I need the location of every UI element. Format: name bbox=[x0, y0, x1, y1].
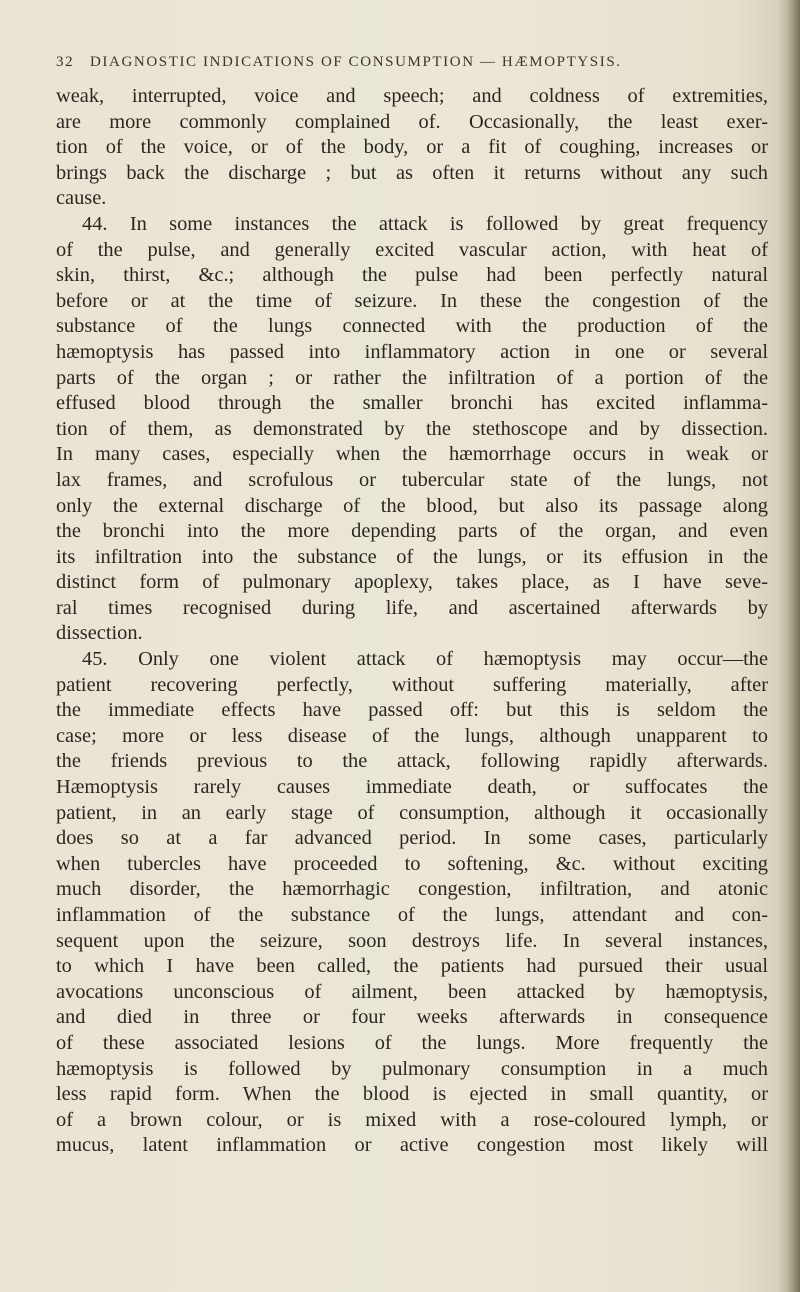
text-line: patient recovering perfectly, without suffering materially, after bbox=[56, 673, 768, 696]
text-line: of the pulse, and generally excited vascular action, with heat of bbox=[56, 238, 768, 261]
text-line: and died in three or four weeks afterwards in consequence bbox=[56, 1006, 768, 1029]
text-line: does so at a far advanced period. In some cases, particularly bbox=[56, 827, 768, 850]
text-line: parts of the organ ; or rather the infiltration of a portion of the bbox=[56, 366, 768, 389]
text-line: lax frames, and scrofulous or tubercular state of the lungs, not bbox=[56, 468, 768, 491]
text-line: avocations unconscious of ailment, been attacked by hæmoptysis, bbox=[56, 980, 768, 1003]
running-header bbox=[56, 54, 776, 71]
text-line: only the external discharge of the blood, but also its passage along bbox=[56, 494, 768, 517]
text-line: to which I have been called, the patients had pursued their usual bbox=[56, 955, 768, 978]
text-line: In many cases, especially when the hæmorrhage occurs in weak or bbox=[56, 443, 768, 466]
text-line: of a brown colour, or is mixed with a rose-coloured lymph, or bbox=[56, 1108, 768, 1131]
text-line: dissection. bbox=[56, 622, 143, 645]
page-number: 32 bbox=[56, 54, 75, 70]
text-line: substance of the lungs connected with the production of the bbox=[56, 315, 768, 338]
text-line: before or at the time of seizure. In these the congestion of the bbox=[56, 289, 768, 312]
text-line: much disorder, the hæmorrhagic congestion, infiltration, and atonic bbox=[56, 878, 768, 901]
text-line: distinct form of pulmonary apoplexy, takes place, as I have seve- bbox=[56, 571, 768, 594]
text-line: the bronchi into the more depending parts of the organ, and even bbox=[56, 520, 768, 543]
text-line: are more commonly complained of. Occasionally, the least exer- bbox=[56, 110, 768, 133]
text-line: of these associated lesions of the lungs. More frequently the bbox=[56, 1031, 768, 1054]
text-line: 45. Only one violent attack of hæmoptysis may occur—the bbox=[82, 648, 768, 671]
text-line: when tubercles have proceeded to softening, &c. without exciting bbox=[56, 852, 768, 875]
text-line: mucus, latent inflammation or active congestion most likely will bbox=[56, 1134, 768, 1157]
text-line: tion of the voice, or of the body, or a fit of coughing, increases or bbox=[56, 136, 768, 159]
running-title: DIAGNOSTIC INDICATIONS OF CONSUMPTION — HÆMOPTYSIS. bbox=[90, 54, 622, 70]
text-line: patient, in an early stage of consumption, although it occasionally bbox=[56, 801, 768, 824]
text-line: weak, interrupted, voice and speech; and coldness of extremities, bbox=[56, 85, 768, 107]
text-line: skin, thirst, &c.; although the pulse had been perfectly natural bbox=[56, 264, 768, 287]
text-line: inflammation of the substance of the lungs, attendant and con- bbox=[56, 904, 768, 926]
text-line: case; more or less disease of the lungs, although unapparent to bbox=[56, 724, 768, 747]
text-line: its infiltration into the substance of the lungs, or its effusion in the bbox=[56, 545, 768, 568]
text-line: effused blood through the smaller bronchi has excited inflamma- bbox=[56, 392, 768, 415]
text-line: ral times recognised during life, and ascertained afterwards by bbox=[56, 596, 768, 619]
page-edge-shadow bbox=[778, 0, 800, 1292]
text-line: tion of them, as demonstrated by the stethoscope and by dissection. bbox=[56, 417, 768, 440]
text-line: hæmoptysis is followed by pulmonary consumption in a much bbox=[56, 1057, 768, 1080]
text-line: sequent upon the seizure, soon destroys life. In several instances, bbox=[56, 929, 768, 952]
body-text bbox=[56, 84, 768, 1159]
text-line: hæmoptysis has passed into inflammatory action in one or several bbox=[56, 340, 768, 363]
text-line: less rapid form. When the blood is ejected in small quantity, or bbox=[56, 1083, 768, 1106]
text-line: 44. In some instances the attack is followed by great frequency bbox=[82, 212, 768, 235]
text-line: the friends previous to the attack, following rapidly afterwards. bbox=[56, 750, 768, 773]
text-line: cause. bbox=[56, 187, 107, 210]
text-line: the immediate effects have passed off: but this is seldom the bbox=[56, 699, 768, 722]
text-line: brings back the discharge ; but as often it returns without any such bbox=[56, 161, 768, 184]
text-line: Hæmoptysis rarely causes immediate death, or suffocates the bbox=[56, 776, 768, 799]
